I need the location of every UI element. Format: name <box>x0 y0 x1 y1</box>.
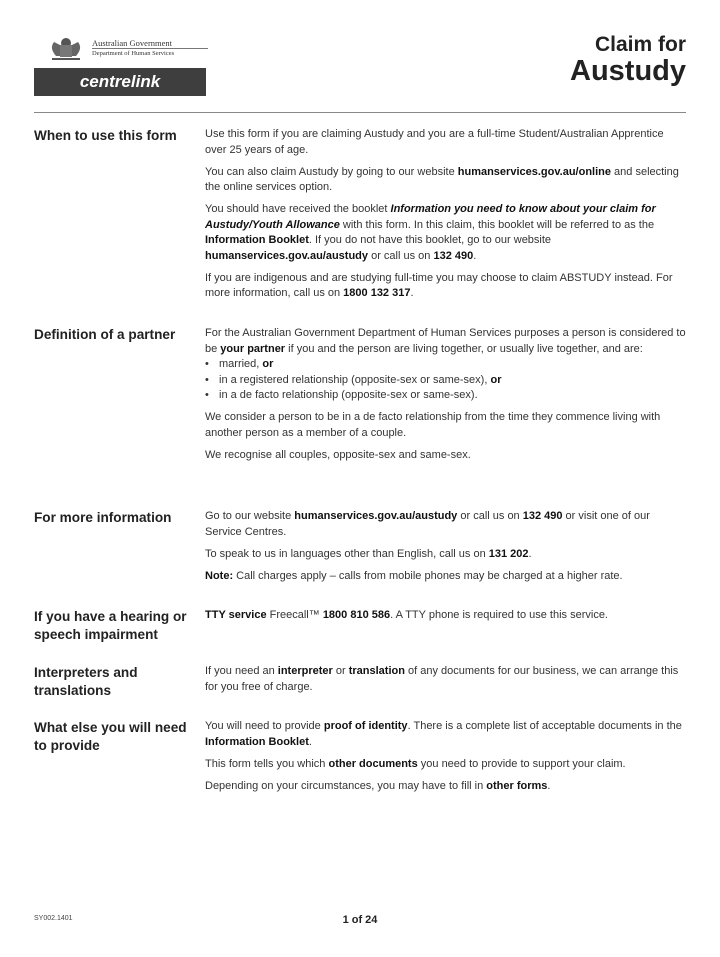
note-paragraph: Note: Call charges apply – calls from mobile phones may be charged at a higher rate. <box>205 569 623 582</box>
phone-number: 1800 810 586 <box>322 609 391 621</box>
list-item: • in a de facto relationship (opposite-sex or same-sex). <box>205 388 687 404</box>
paragraph: To speak to us in languages other than English, call us on 131 202. <box>205 547 532 560</box>
form-title <box>570 34 686 86</box>
section-heading: What else you will need to provide <box>34 720 187 753</box>
centrelink-brand: centrelink <box>34 68 206 96</box>
website-link[interactable]: humanservices.gov.au/online <box>457 165 611 178</box>
coat-of-arms-icon <box>46 34 86 62</box>
bullet-icon: • <box>205 373 209 386</box>
section-body <box>205 608 687 630</box>
section-heading: Definition of a partner <box>34 327 176 342</box>
section-body <box>205 326 687 470</box>
header-divider <box>34 112 686 113</box>
section-body <box>205 127 687 308</box>
list-item: • in a registered relationship (opposite-sex or same-sex), or <box>205 373 687 389</box>
section-heading: Interpreters and translations <box>34 665 138 698</box>
paragraph: We recognise all couples, opposite-sex and same-sex. <box>205 448 471 461</box>
paragraph: Go to our website humanservices.gov.au/austudy or call us on 132 490 or visit one of our Service Centres. <box>205 510 650 538</box>
page-number: 1 of 24 <box>342 914 378 926</box>
government-name: Australian Government <box>92 38 173 48</box>
department-name: Department of Human Services <box>92 50 175 57</box>
paragraph: This form tells you which other documents you need to provide to support your claim. <box>205 757 626 770</box>
partner-criteria-list <box>205 357 687 404</box>
section-heading: When to use this form <box>34 128 177 143</box>
form-code: SY002.1401 <box>34 915 73 922</box>
booklet-title: Information you need to know about your claim for Austudy/Youth Allowance <box>205 203 656 231</box>
paragraph: Use this form if you are claiming Austudy and you are a full-time Student/Australian Apprentice over 25 years of age. <box>205 128 664 156</box>
website-link[interactable]: humanservices.gov.au/austudy <box>294 510 458 522</box>
paragraph: If you are indigenous and are studying full-time you may choose to claim ABSTUDY instead. For more information, call us on 1800 132 317. <box>205 271 673 299</box>
paragraph: We consider a person to be in a de facto relationship from the time they commence living with another person as a member of a couple. <box>205 411 661 439</box>
section-body <box>205 664 687 702</box>
paragraph: If you need an interpreter or translation of any documents for our business, we can arrange this for you free of charge. <box>205 665 679 693</box>
bullet-icon: • <box>205 358 209 370</box>
website-link[interactable]: humanservices.gov.au/austudy <box>205 249 369 262</box>
logo-divider <box>92 48 208 49</box>
bullet-icon: • <box>205 389 209 401</box>
phone-number: 132 490 <box>433 249 474 262</box>
phone-number: 131 202 <box>488 547 529 560</box>
section-heading: If you have a hearing or speech impairment <box>34 609 187 642</box>
form-title-line2: Austudy <box>570 55 686 87</box>
paragraph: You will need to provide proof of identity. There is a complete list of acceptable documents in the Information Booklet. <box>205 720 682 748</box>
phone-number: 1800 132 317 <box>343 287 411 299</box>
paragraph: You should have received the booklet Information you need to know about your claim for Austudy/Youth Allowance with this form. In this claim, this booklet will be referred to as the Information Booklet. If you do not have this booklet, go to our website humanservices.gov.au/austudy or call us on 132 490. <box>205 203 656 262</box>
list-item: • married, or <box>205 357 687 373</box>
paragraph: Depending on your circumstances, you may have to fill in other forms. <box>205 779 551 792</box>
paragraph: For the Australian Government Department of Human Services purposes a person is considered to be your partner if you and the person are living together, or usually live together, and are: <box>205 327 686 355</box>
section-body <box>205 719 687 801</box>
phone-number: 132 490 <box>522 510 563 522</box>
section-heading: For more information <box>34 510 172 525</box>
paragraph: You can also claim Austudy by going to our website humanservices.gov.au/online and selecting the online services option. <box>205 165 679 193</box>
section-body <box>205 509 687 591</box>
paragraph: TTY service Freecall™ 1800 810 586. A TTY phone is required to use this service. <box>205 609 608 621</box>
form-title-line1: Claim for <box>594 33 686 56</box>
